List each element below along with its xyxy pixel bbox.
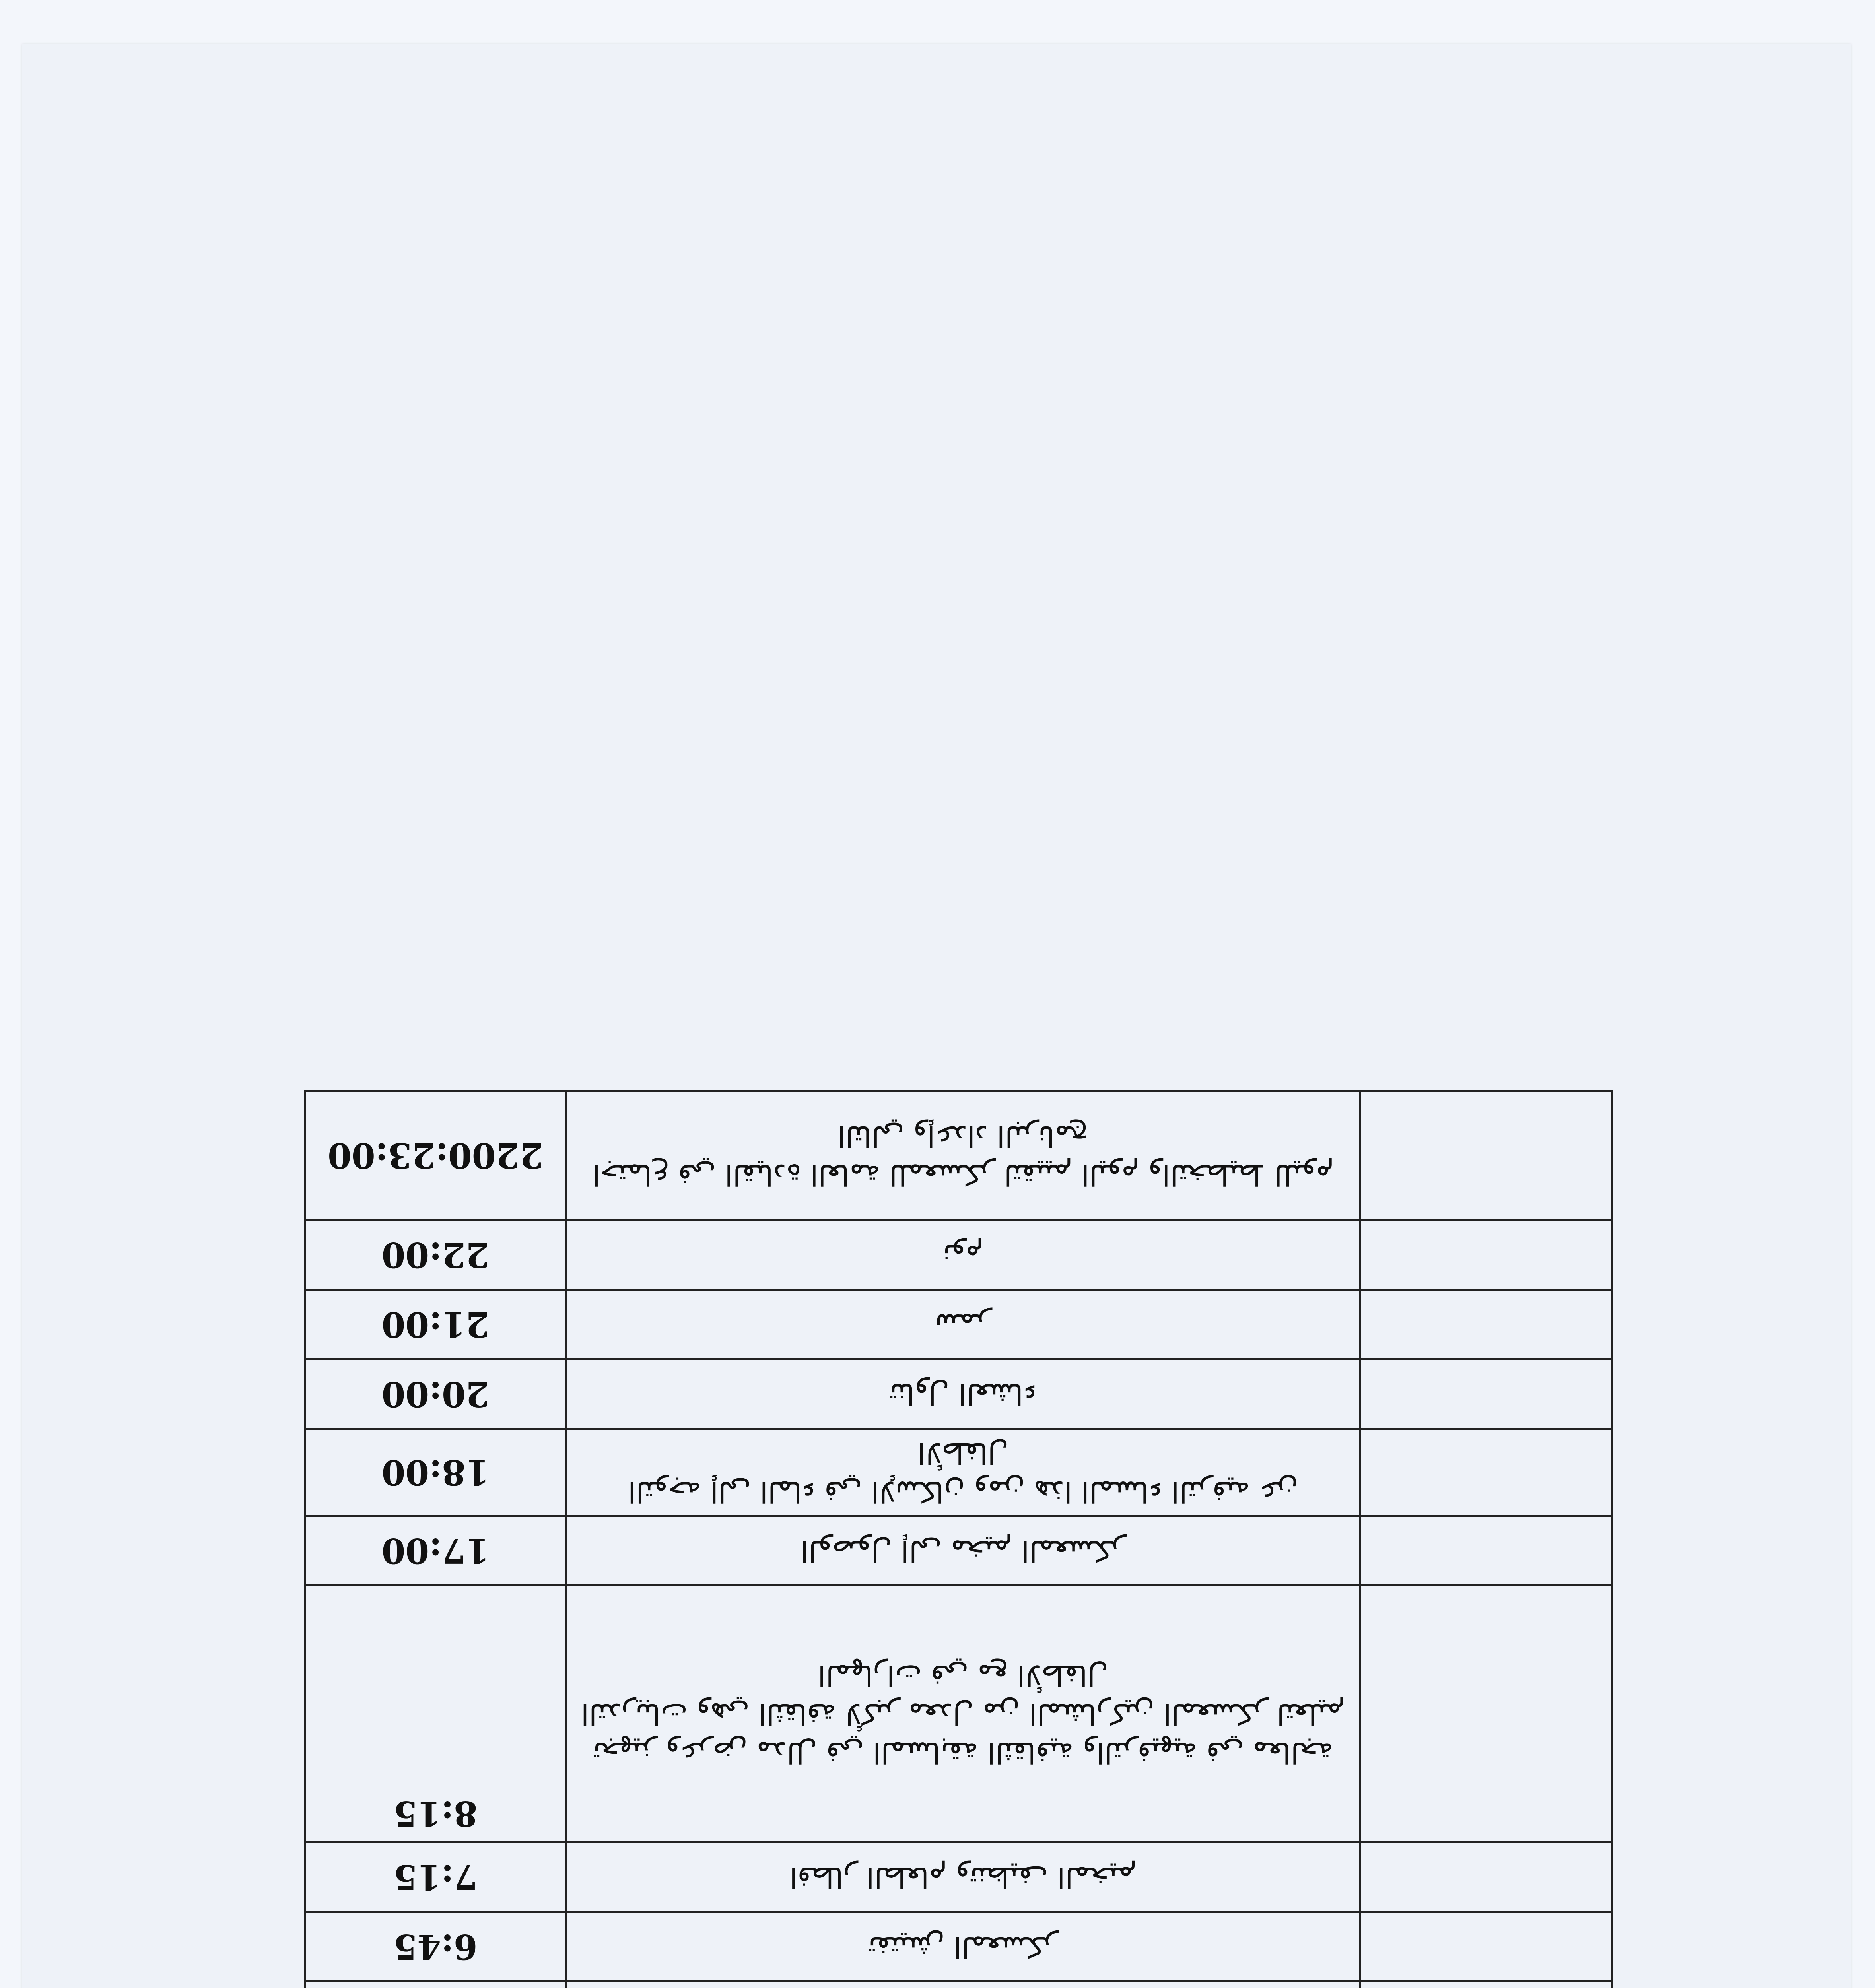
table-row [305, 1359, 1612, 1429]
row-time: 18:00 [305, 1429, 566, 1516]
row-note [1360, 1842, 1612, 1912]
row-activity: الوصول إلى مخيم المعسكر [566, 1516, 1360, 1586]
row-activity [566, 1982, 1360, 1988]
row-activity: سمر [566, 1289, 1360, 1359]
row-note [1360, 1516, 1612, 1586]
row-activity: تناول العشاء [566, 1359, 1360, 1429]
row-note [1360, 1289, 1612, 1359]
table-row [305, 1220, 1612, 1289]
table-row [305, 1091, 1612, 1220]
row-activity: تفتيش المعسكر [566, 1912, 1360, 1982]
row-time: 21:00 [305, 1289, 566, 1359]
table-row [305, 1912, 1612, 1982]
row-time: 20:00 [305, 1359, 566, 1429]
table-row [305, 1982, 1612, 1988]
row-activity: التوجه إلى الماء في الإسكان ومن هذا المساء الترفيه عن الأطفال [566, 1429, 1360, 1516]
table-row [305, 1516, 1612, 1586]
row-activity: اجتماع في القيادة العامة للمعسكر لتقييم اليوم والتخطيط لليوم التالي وإعداد البرنامج [566, 1091, 1360, 1220]
table-row [305, 1586, 1612, 1842]
row-time: 22:00 [305, 1220, 566, 1289]
row-time: 2200:23:00 [305, 1091, 566, 1220]
row-time [305, 1982, 566, 1988]
row-time: 7:15 [305, 1842, 566, 1912]
table-row [305, 1429, 1612, 1516]
row-activity: نوم [566, 1220, 1360, 1289]
row-activity: تجهيز وعرض مدلل في المسابقة الثقافية والترفيهية في معالجة التدريبات وهي الثقافة لأكبر معدل من المشاركين المعسكر لتعليم المهارات في مع الأطفال [566, 1586, 1360, 1842]
table-row [305, 1842, 1612, 1912]
row-note [1360, 1982, 1612, 1988]
table-row [305, 1289, 1612, 1359]
row-note [1360, 1429, 1612, 1516]
row-activity: افطار الطعام وتنظيف المخيم [566, 1842, 1360, 1912]
row-note [1360, 1091, 1612, 1220]
row-time: 17:00 [305, 1516, 566, 1586]
row-note [1360, 1359, 1612, 1429]
row-time: 6:45 [305, 1912, 566, 1982]
row-note [1360, 1220, 1612, 1289]
row-note [1360, 1586, 1612, 1842]
schedule-table [304, 1090, 1613, 1988]
row-time: 8:15 [305, 1586, 566, 1842]
row-note [1360, 1912, 1612, 1982]
